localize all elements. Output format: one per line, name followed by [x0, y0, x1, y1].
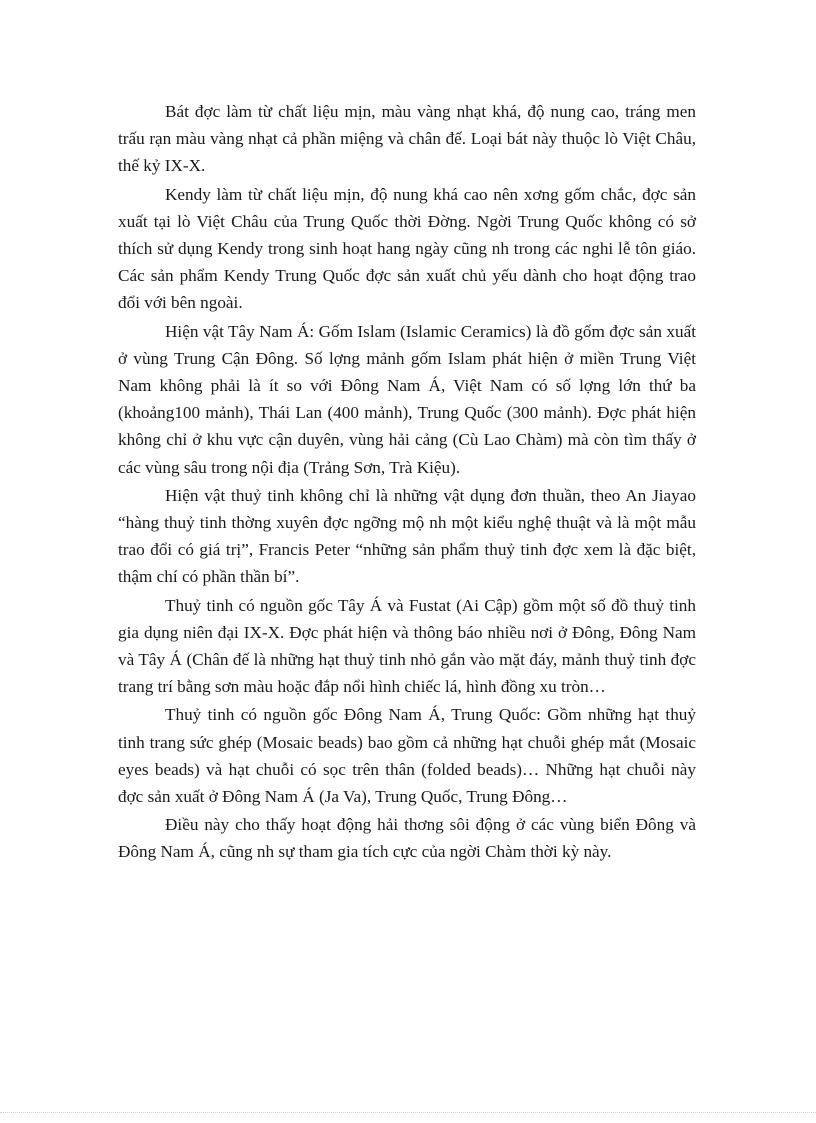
document-body: [118, 98, 696, 866]
paragraph-conclusion: Điều này cho thấy hoạt động hải thơng sôi động ở các vùng biển Đông và Đông Nam Á, cũng nh sự tham gia tích cực của ngời Chàm thời kỳ này.: [118, 815, 696, 862]
paragraph-glass-artifacts: Hiện vật thuỷ tinh không chỉ là những vật dụng đơn thuần, theo An Jiayao “hàng thuỷ tinh thờng xuyên đợc ngỡng mộ nh một kiểu nghệ thuật và là một mẫu trao đổi có giá trị”, Francis Peter “những sản phẩm thuỷ tinh đợc xem là đặc biệt, thậm chí có phần thần bí”.: [118, 485, 696, 587]
paragraph-west-asian-glass: Thuỷ tinh có nguồn gốc Tây Á và Fustat (Ai Cập) gồm một số đồ thuỷ tinh gia dụng niên đại IX-X. Đợc phát hiện và thông báo nhiều nơi ở Đông, Đông Nam và Tây Á (Chân đế là những hạt thuỷ tinh nhỏ gắn vào mặt đáy, mảnh thuỷ tinh đợc trang trí bằng sơn màu hoặc đắp nổi hình chiếc lá, hình đồng xu tròn…: [118, 595, 696, 697]
paragraph-islamic-ceramics: Hiện vật Tây Nam Á: Gốm Islam (Islamic Ceramics) là đồ gốm đợc sản xuất ở vùng Trung Cận Đông. Số lợng mảnh gốm Islam phát hiện ở miền Trung Việt Nam không phải là ít so với Đông Nam Á, Việt Nam có số lợng lớn thứ ba (khoảng100 mảnh), Thái Lan (400 mảnh), Trung Quốc (300 mảnh). Đợc phát hiện không chỉ ở khu vực cận duyên, vùng hải cảng (Cù Lao Chàm) mà còn tìm thấy ở các vùng sâu trong nội địa (Trảng Sơn, Trà Kiệu).: [118, 321, 696, 477]
paragraph-southeast-asian-glass: Thuỷ tinh có nguồn gốc Đông Nam Á, Trung Quốc: Gồm những hạt thuỷ tinh trang sức ghép (Mosaic beads) bao gồm cả những hạt chuỗi ghép mắt (Mosaic eyes beads) và hạt chuỗi có sọc trên thân (folded beads)… Những hạt chuỗi này đợc sản xuất ở Đông Nam Á (Ja Va), Trung Quốc, Trung Đông…: [118, 705, 696, 807]
paragraph-kendy: Kendy làm từ chất liệu mịn, độ nung khá cao nên xơng gốm chắc, đợc sản xuất tại lò Việt Châu của Trung Quốc thời Đờng. Ngời Trung Quốc không có sở thích sử dụng Kendy trong sinh hoạt hang ngày cũng nh trong các nghi lễ tôn giáo. Các sản phẩm Kendy Trung Quốc đợc sản xuất chủ yếu dành cho hoạt động trao đổi với bên ngoài.: [118, 184, 696, 313]
page-bottom-divider: [0, 1112, 816, 1113]
paragraph-bowl: Bát đợc làm từ chất liệu mịn, màu vàng nhạt khá, độ nung cao, tráng men trấu rạn màu vàng nhạt cả phần miệng và chân đế. Loại bát này thuộc lò Việt Châu, thế kỷ IX-X.: [118, 102, 696, 176]
